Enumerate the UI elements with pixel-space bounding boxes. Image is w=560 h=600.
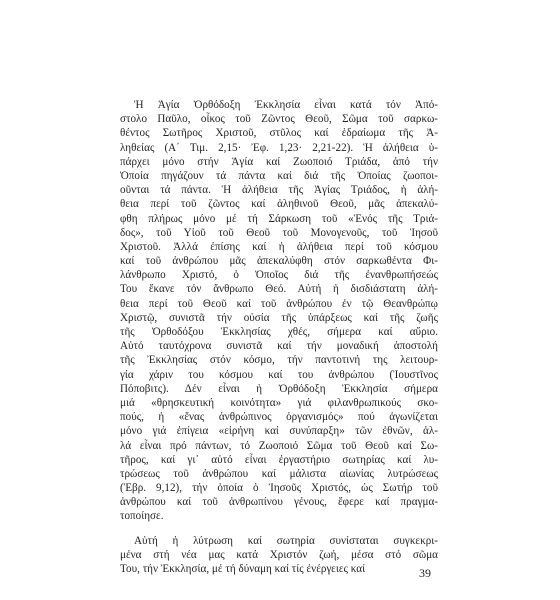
paragraph-2 xyxy=(120,534,438,577)
text-line: Χριστοῦ. Ἀλλά ἐπίσης καί ἡ ἀλήθεια περί τοῦ κόσμου xyxy=(120,240,438,253)
text-line: Ἡ Ἁγία Ὀρθόδοξη Ἐκκλησία εἶναι κατά τόν Ἀπό- xyxy=(134,99,438,111)
text-line: τῆς Ὀρθοδόξου Ἐκκλησίας χθές, σήμερα καί αὔριο. xyxy=(120,326,438,338)
text-line: λά εἶναι πρό πάντων, τό Ζωοποιό Σῶμα τοῦ Θεοῦ καί Σω- xyxy=(120,439,438,452)
text-line: θέντος Σωτῆρος Χριστοῦ, στῦλος καί ἑδραίωμα τῆς Ἀ- xyxy=(120,127,438,140)
text-line: Του ἔκανε τόν ἄνθρωπο Θεό. Αὐτή ἡ δισδιάστατη ἀλή- xyxy=(120,283,438,296)
text-line: μένα στή νέα μας κατά Χριστόν ζωή, μέσα στό σῶμα xyxy=(120,548,438,561)
text-line: Αὐτή ἡ λύτρωση καί σωτηρία συνίσταται συγκεκρι- xyxy=(134,534,438,547)
text-line: ἀνθρώπου καί τοῦ ἀνθρωπίνου γένους, ἔφερε καί πραγμα- xyxy=(120,496,438,509)
text-line: γία χάριν του κόσμου καί του ἀνθρώπου (Ἰουστῖνος xyxy=(120,368,438,381)
paragraph-gap xyxy=(120,524,438,534)
text-line: καί τοῦ ἀνθρώπου μᾶς ἀπεκαλύφθη στόν σαρκωθέντα Φι- xyxy=(120,255,438,268)
text-line: φθη πλήρως μόνο μέ τή Σάρκωση τοῦ «Ἑνός τῆς Τριά- xyxy=(120,212,438,225)
text-line: Χριστῷ, συνιστᾶ τήν οὐσία τῆς ὑπάρξεως καί τῆς ζωῆς xyxy=(120,311,438,324)
text-line: τοποίησε. xyxy=(120,510,164,523)
text-line: τῆρος, καί γι᾽ αὐτό εἶναι ἐργαστήριο σωτηρίας καί λυ- xyxy=(120,453,438,466)
text-line: δος», τοῦ Υἱοῦ τοῦ Θεοῦ τοῦ Μονογενοῦς, τοῦ Ἰησοῦ xyxy=(120,226,438,239)
page-number: 39 xyxy=(419,566,431,580)
body-text xyxy=(120,98,438,576)
text-line: στολο Παῦλο, οἶκος τοῦ Ζῶντος Θεοῦ, Σῶμα τοῦ σαρκω- xyxy=(120,113,438,126)
text-line: πούς, ἡ «ἕνας ἀνθρώπινος ὀργανισμός» πού ἀγωνίζεται xyxy=(120,411,438,424)
text-line: οῦνται τά πάντα. Ἡ ἀλήθεια τῆς Ἁγίας Τριάδος, ἡ ἀλή- xyxy=(120,184,438,197)
text-line: Αὐτό ταυτόχρονα συνιστᾶ καί τήν μοναδική ἀποστολή xyxy=(120,340,438,353)
text-line: θεια περί τοῦ Θεοῦ καί τοῦ ἀνθρώπου ἐν τῷ Θεανθρώπῳ xyxy=(120,297,438,310)
paragraph-1 xyxy=(120,98,438,524)
text-line: Ὁποία πηγάζουν τά πάντα καί διά τῆς Ὁποίας ζωοποι- xyxy=(120,169,438,182)
text-line: πάρχει μόνο στήν Ἁγία καί Ζωοποιό Τριάδα, ἀπό τήν xyxy=(120,155,438,168)
text-line: μόνο γιά ἐπίγεια «εἰρήνη καί συνύπαρξη» τῶν ἐθνῶν, ἀλ- xyxy=(120,425,438,438)
text-line: μιά «θρησκευτική κοινότητα» γιά φιλανθρωπικούς σκο- xyxy=(120,396,438,409)
text-line: λάνθρωπο Χριστό, ὁ Ὁποῖος διά τῆς ἐνανθρωπήσεώς xyxy=(120,269,438,282)
text-line: (Ἑβρ. 9,12), τήν ὁποία ὁ Ἰησοῦς Χριστός, ὡς Σωτήρ τοῦ xyxy=(120,482,438,495)
text-line: θεια περί τοῦ ζῶντος καί ἀληθινοῦ Θεοῦ, μᾶς ἀπεκαλύ- xyxy=(120,198,438,211)
text-line: Πόποβιτς). Δέν εἶναι ἡ Ὀρθόδοξη Ἐκκλησία σήμερα xyxy=(120,382,438,395)
text-line: ληθείας (Α΄ Τιμ. 2,15· Ἐφ. 1,23· 2,21-22). Ἡ ἀλήθεια ὑ- xyxy=(120,141,438,154)
text-line: Του, τήν Ἐκκλησία, μέ τή δύναμη καί τίς ἐνέργειες καί xyxy=(120,563,366,575)
text-line: τῆς Ἐκκλησίας στόν κόσμο, τήν παντοτινή της λειτουρ- xyxy=(120,354,438,367)
text-line: τρώσεως τοῦ ἀνθρώπου καί μάλιστα αἰωνίας λυτρώσεως xyxy=(120,467,438,480)
